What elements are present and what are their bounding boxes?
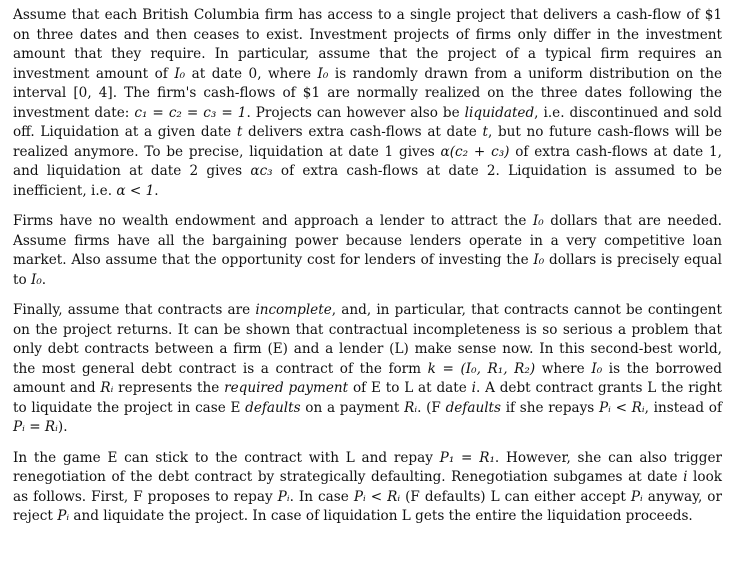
- math-expression: i: [683, 469, 688, 485]
- math-expression: Pᵢ < Rᵢ: [353, 488, 401, 505]
- text-run: Firms have no wealth endowment and approach a lender to attract the: [13, 213, 533, 229]
- text-run: is the borrowed amount and: [13, 360, 727, 396]
- math-expression: αc₃: [250, 163, 273, 179]
- text-run: (F defaults) L can either accept: [400, 488, 631, 505]
- math-expression: Pᵢ < Rᵢ: [598, 399, 645, 416]
- math-expression: I₀: [30, 271, 42, 288]
- math-expression: Pᵢ: [630, 488, 643, 505]
- paragraph-financing: [13, 212, 727, 290]
- emphasized-text: defaults: [445, 399, 501, 416]
- text-run: ).: [57, 419, 68, 435]
- text-run: . Projects can however also be: [246, 104, 465, 121]
- text-run: of E to L at date: [348, 380, 472, 396]
- text-run: dollars is precisely equal to: [13, 252, 727, 288]
- math-expression: Rᵢ: [100, 380, 114, 396]
- text-run: .: [154, 182, 159, 199]
- text-run: is randomly drawn from a uniform distribution on the interval [0, 4]. The firm's cash-flows of $1 are normally realized on the three dates following the investment date:: [13, 65, 727, 121]
- text-run: delivers extra cash-flows at date: [242, 124, 483, 140]
- text-run: and liquidate the project. In case of liquidation L gets the entire the liquidation proceeds.: [69, 508, 693, 524]
- math-expression: k = (I₀, R₁, R₂): [427, 360, 536, 377]
- math-expression: α(c₂ + c₃): [440, 143, 510, 160]
- text-run: , instead of: [644, 399, 727, 416]
- emphasized-text: liquidated: [464, 104, 535, 121]
- math-expression: Pᵢ: [57, 508, 70, 524]
- text-run: . (F: [417, 399, 446, 416]
- math-expression: Rᵢ: [404, 399, 418, 416]
- text-run: look as follows. First, F proposes to repay: [13, 469, 727, 505]
- math-expression: I₀: [591, 360, 603, 377]
- text-run: anyway, or reject: [13, 488, 727, 524]
- text-run: . In case: [289, 488, 354, 505]
- text-run: dollars that are needed. Assume firms have all the bargaining power because lenders operate in a very competitive loan market. Also assume that the opportunity cost for lenders of investing the: [13, 213, 727, 268]
- math-expression: Pᵢ = Rᵢ: [13, 419, 58, 435]
- math-expression: I₀: [174, 65, 186, 82]
- text-run: In the game E can stick to the contract with L and repay: [13, 449, 440, 466]
- text-run: of extra cash-flows at date 1, and liquidation at date 2 gives: [13, 143, 727, 179]
- math-expression: P₁ = R₁: [439, 449, 495, 466]
- paragraph-renegotiation-game: [13, 449, 727, 527]
- text-run: Finally, assume that contracts are: [13, 302, 256, 318]
- emphasized-text: defaults: [245, 399, 301, 416]
- math-expression: Pᵢ: [277, 488, 290, 505]
- math-expression: i: [471, 380, 476, 396]
- text-run: of extra cash-flows at date 2. Liquidation is assumed to be inefficient, i.e.: [13, 163, 727, 199]
- paragraph-project-setup: [13, 6, 727, 201]
- paragraph-incomplete-contracts: [13, 301, 727, 438]
- math-expression: c₁ = c₂ = c₃ = 1: [134, 104, 247, 121]
- math-expression: α < 1: [116, 182, 155, 199]
- text-run: at date 0, where: [185, 65, 318, 82]
- text-run: . However, she can also trigger renegotiation of the debt contract by strategically defaulting. Renegotiation subgames at date: [13, 449, 727, 485]
- text-run: , i.e. discontinued and sold off. Liquidation at a given date: [13, 104, 727, 140]
- emphasized-text: required payment: [224, 380, 349, 396]
- emphasized-text: incomplete: [255, 302, 332, 318]
- text-run: . A debt contract grants L the right to liquidate the project in case E: [13, 380, 727, 416]
- math-expression: I₀: [532, 213, 544, 229]
- text-run: , and, in particular, that contracts cannot be contingent on the project returns. It can be shown that contractual incompleteness is so serious a problem that only debt contracts between a firm (E) and a lender (L) make sense now. In this second-best world, the most general debt contract is a contract of the form: [13, 302, 727, 377]
- text-run: on a payment: [300, 399, 405, 416]
- text-run: represents the: [113, 380, 225, 396]
- math-expression: I₀: [533, 252, 545, 268]
- text-run: Assume that each British Columbia firm has access to a single project that delivers a cash-flow of $1 on three dates and then ceases to exist. Investment projects of firms only differ in the investment amount that they require. In particular, assume that the project of a typical firm requires an investment amount of: [13, 7, 727, 82]
- math-expression: t: [482, 124, 488, 140]
- math-expression: t: [236, 124, 243, 140]
- text-run: if she repays: [501, 399, 599, 416]
- text-run: , but no future cash-flows will be realized anymore. To be precise, liquidation at date 1 gives: [13, 124, 727, 160]
- text-run: .: [41, 271, 47, 288]
- math-expression: I₀: [317, 65, 329, 82]
- text-run: where: [535, 360, 592, 377]
